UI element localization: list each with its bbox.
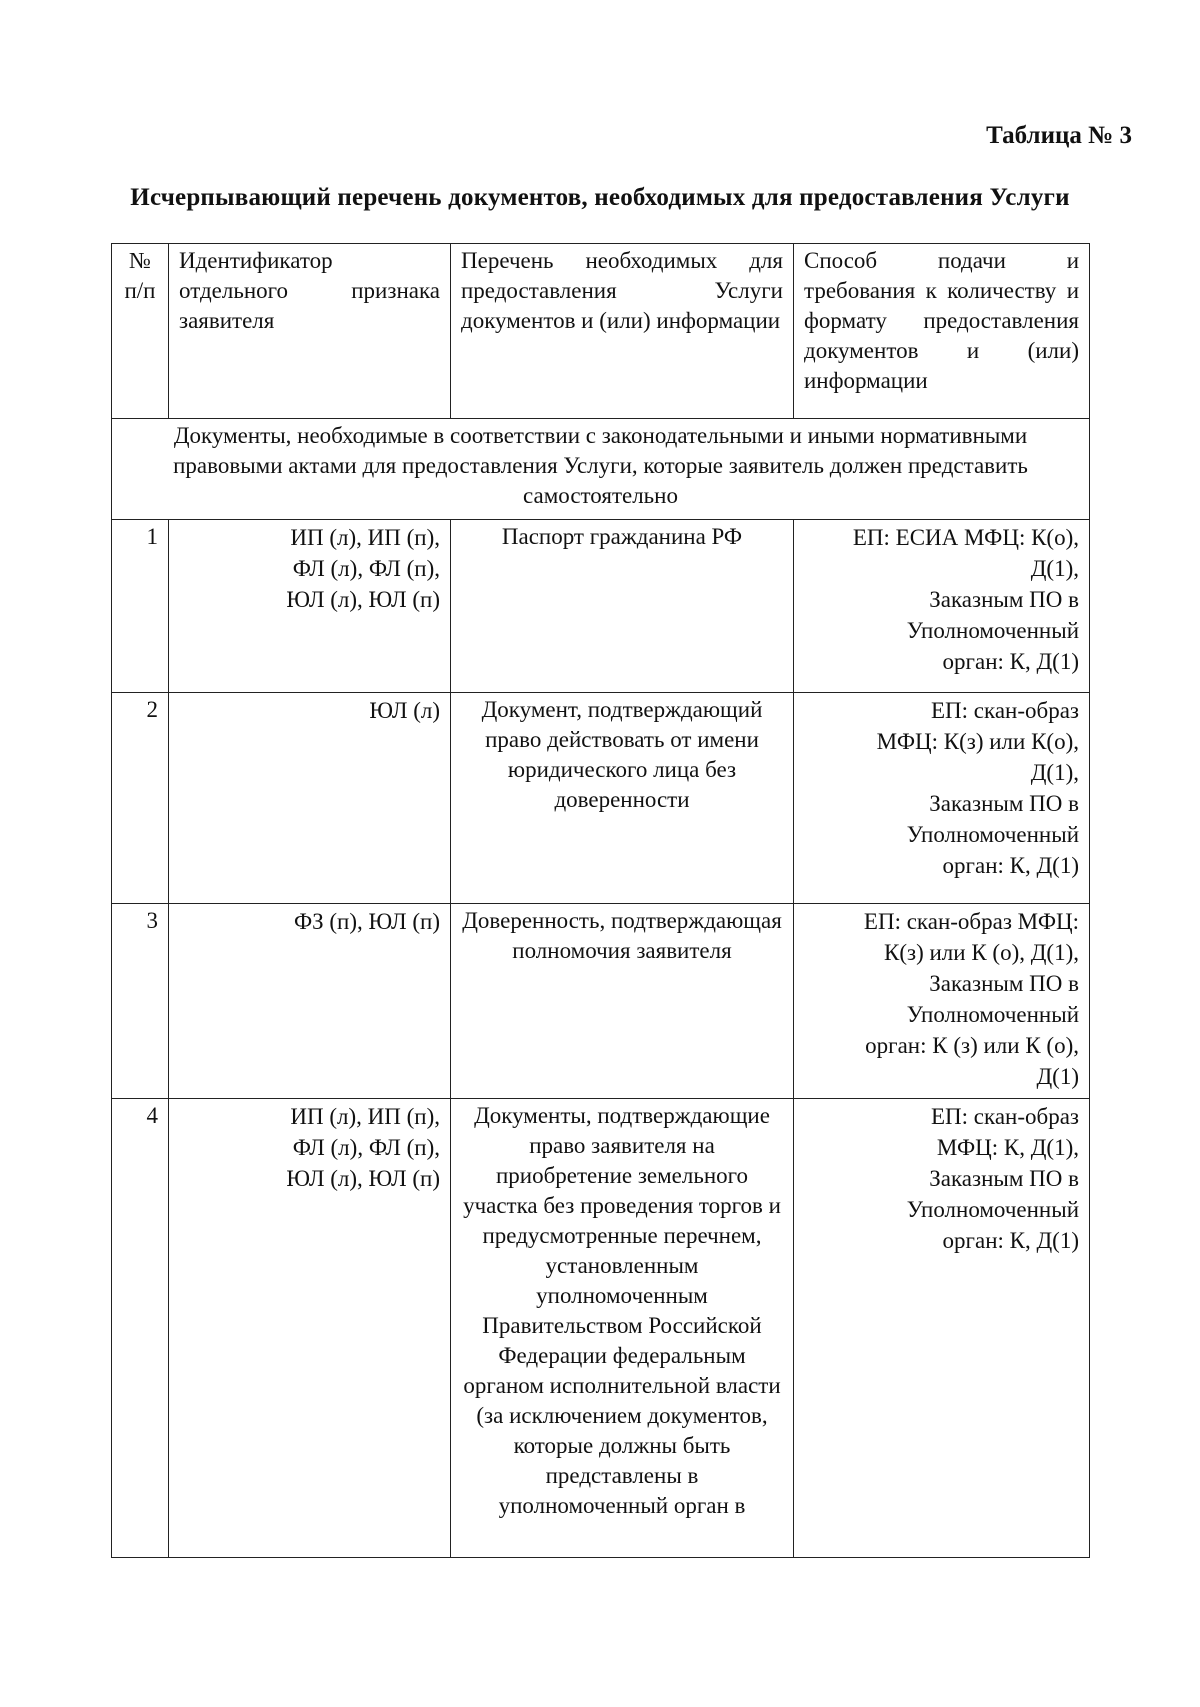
row-method: [794, 520, 1090, 693]
section-heading: Документы, необходимые в соответствии с законодательными и иными нормативными правовыми актами для предоставления Услуги, которые заявитель должен представить самостоятельно: [112, 419, 1090, 520]
identifier-line: ФЛ (л), ФЛ (п),: [292, 556, 440, 581]
row-document: Документ, подтверждающий право действовать от имени юридического лица без доверенности: [451, 693, 794, 904]
method-line: Уполномоченный: [906, 618, 1079, 643]
method-line: орган: К, Д(1): [942, 649, 1079, 674]
row-number: 4: [112, 1099, 169, 1558]
table-row: [112, 1099, 1090, 1558]
method-line: ЕП: ЕСИА МФЦ: К(о),: [852, 525, 1079, 550]
identifier-line: ИП (л), ИП (п),: [290, 1104, 440, 1129]
identifier-line: ИП (л), ИП (п),: [290, 525, 440, 550]
method-line: Заказным ПО в: [929, 587, 1079, 612]
row-method: [794, 693, 1090, 904]
row-number: 1: [112, 520, 169, 693]
header-documents-list: Перечень необходимых для предоставления Услуги документов и (или) информации: [451, 244, 794, 419]
identifier-line: ЮЛ (л): [369, 698, 440, 723]
method-line: Д(1): [1036, 1064, 1079, 1089]
method-line: Д(1),: [1030, 556, 1079, 581]
table-row: [112, 904, 1090, 1099]
method-line: Заказным ПО в: [929, 971, 1079, 996]
method-line: ЕП: скан-образ: [930, 698, 1079, 723]
method-line: Уполномоченный: [906, 1197, 1079, 1222]
method-line: орган: К, Д(1): [942, 853, 1079, 878]
method-line: Уполномоченный: [906, 1002, 1079, 1027]
method-line: Заказным ПО в: [929, 1166, 1079, 1191]
row-identifier: [169, 520, 451, 693]
method-line: МФЦ: К, Д(1),: [936, 1135, 1079, 1160]
header-submission-method: Способ подачи и требования к количеству и формату предоставления документов и (или) информации: [794, 244, 1090, 419]
row-document: Документы, подтверждающие право заявителя на приобретение земельного участка без проведения торгов и предусмотренные перечнем, установленным уполномоченным Правительством Российской Федерации федеральным органом исполнительной власти (за исключением документов, которые должны быть представлены в уполномоченный орган в: [451, 1099, 794, 1558]
method-line: орган: К, Д(1): [942, 1228, 1079, 1253]
row-identifier: [169, 693, 451, 904]
row-number: 2: [112, 693, 169, 904]
row-document: Доверенность, подтверждающая полномочия заявителя: [451, 904, 794, 1099]
identifier-line: ФЛ (л), ФЛ (п),: [292, 1135, 440, 1160]
method-line: орган: К (з) или К (о),: [865, 1033, 1079, 1058]
method-line: ЕП: скан-образ МФЦ:: [863, 909, 1079, 934]
document-title: Исчерпывающий перечень документов, необходимых для предоставления Услуги: [130, 184, 1070, 211]
identifier-line: ЮЛ (л), ЮЛ (п): [286, 587, 440, 612]
identifier-line: ФЗ (п), ЮЛ (п): [293, 909, 440, 934]
method-line: Заказным ПО в: [929, 791, 1079, 816]
table-header-row: [112, 244, 1090, 419]
table-caption: Таблица № 3: [986, 122, 1132, 149]
header-num: № п/п: [112, 244, 169, 419]
table-row: [112, 520, 1090, 693]
row-document: Паспорт гражданина РФ: [451, 520, 794, 693]
row-number: 3: [112, 904, 169, 1099]
row-identifier: [169, 1099, 451, 1558]
row-identifier: [169, 904, 451, 1099]
section-row: [112, 419, 1090, 520]
documents-table: [111, 243, 1090, 1558]
identifier-line: ЮЛ (л), ЮЛ (п): [286, 1166, 440, 1191]
method-line: К(з) или К (о), Д(1),: [883, 940, 1079, 965]
table-row: [112, 693, 1090, 904]
method-line: Д(1),: [1030, 760, 1079, 785]
method-line: Уполномоченный: [906, 822, 1079, 847]
row-method: [794, 904, 1090, 1099]
method-line: МФЦ: К(з) или К(о),: [876, 729, 1079, 754]
header-identifier: Идентификатор отдельного признака заявителя: [169, 244, 451, 419]
row-method: [794, 1099, 1090, 1558]
method-line: ЕП: скан-образ: [930, 1104, 1079, 1129]
